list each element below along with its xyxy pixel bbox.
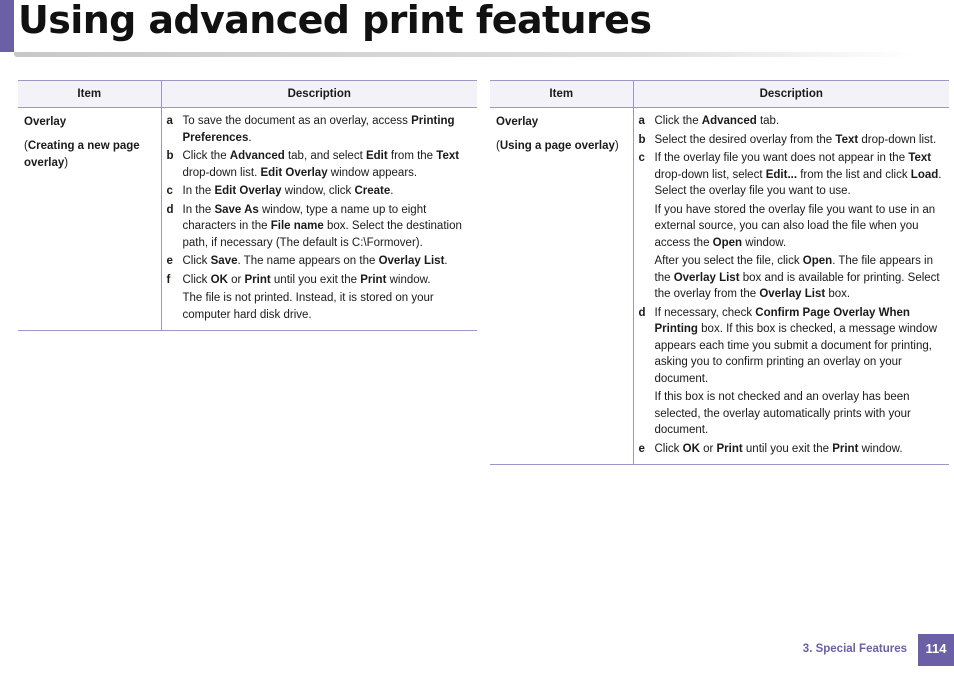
item-subtitle-open: (: [24, 139, 28, 152]
bold-text: Overlay List: [378, 255, 445, 267]
text-run: Click: [654, 442, 683, 455]
item-title: Overlay: [496, 116, 539, 128]
overlay-create-table: [18, 80, 477, 331]
step-letter: e: [166, 255, 173, 267]
text-run: or: [699, 442, 717, 455]
bold-text: Text: [835, 133, 859, 146]
text-run: tab.: [756, 115, 780, 127]
item-column-header: Item: [18, 81, 161, 108]
step-letter: e: [638, 442, 645, 455]
bold-text: Load: [910, 168, 939, 181]
text-run: drop-down list.: [182, 166, 261, 179]
bold-text: Printing Preferences: [182, 115, 455, 144]
text-run: drop-down list.: [858, 133, 937, 146]
text-run: .: [444, 255, 448, 267]
text-run: window appears.: [327, 166, 418, 179]
bold-text: Open: [802, 255, 833, 267]
overlay-use-table: [490, 80, 949, 465]
bold-text: Print: [832, 442, 859, 455]
text-run: Click the: [182, 150, 230, 162]
bold-text: Confirm Page Overlay When Printing: [654, 306, 910, 335]
step-text: [655, 113, 944, 130]
bold-text: Print: [360, 273, 387, 286]
bold-text: File name: [270, 220, 324, 232]
step-text: [655, 132, 944, 149]
bold-text: Save: [210, 255, 238, 267]
step-a: [639, 113, 944, 130]
text-run: window.: [386, 273, 431, 286]
step-letter: d: [166, 203, 174, 216]
title-underline: [14, 52, 914, 57]
text-run: drop-down list, select: [654, 168, 766, 181]
description-cell: [161, 108, 477, 331]
text-run: window.: [858, 442, 903, 455]
bold-text: Text: [436, 150, 460, 162]
text-run: or: [227, 273, 245, 286]
step-note: [655, 202, 944, 252]
step-note: [183, 290, 472, 323]
item-subtitle: [24, 138, 155, 173]
bold-text: Text: [908, 152, 932, 164]
step-letter: f: [166, 273, 171, 286]
step-list: [639, 113, 944, 457]
bold-text: Overlay List: [759, 288, 826, 300]
step-a: [167, 113, 472, 146]
item-cell: [490, 108, 633, 465]
item-subtitle-text: Creating a new page overlay: [24, 139, 140, 169]
item-subtitle: [496, 138, 627, 156]
text-run: box. If this box is checked, a message window appears each time you submit a document for printing, asking you to confirm printing an overlay on your document.: [654, 323, 938, 385]
text-run: If this box is not checked and an overlay has been selected, the overlay automatically prints with your document.: [654, 391, 911, 436]
bold-text: Print: [244, 273, 271, 286]
text-run: window, click: [281, 185, 355, 197]
table-row: [490, 108, 949, 465]
title-accent-bar: [0, 0, 14, 52]
text-run: If you have stored the overlay file you want to use in an external source, you can also load the file when you access the: [654, 203, 936, 249]
step-letter: b: [638, 133, 646, 146]
step-text: [183, 253, 472, 270]
text-run: box and is available for printing. Select the overlay from the: [654, 271, 940, 300]
text-run: from the list and click: [797, 168, 911, 181]
step-f: [167, 272, 472, 289]
item-title: Overlay: [24, 116, 67, 128]
step-c: [167, 183, 472, 200]
bold-text: OK: [210, 273, 228, 286]
text-run: box.: [825, 288, 851, 300]
item-cell: [18, 108, 161, 331]
item-subtitle-close: ): [64, 157, 69, 169]
text-run: The file is not printed. Instead, it is stored on your computer hard disk drive.: [182, 292, 434, 321]
item-subtitle-open: (: [496, 139, 500, 152]
text-run: . The name appears on the: [237, 255, 379, 267]
bold-text: Create: [354, 185, 391, 197]
bold-text: Edit Overlay: [260, 166, 328, 179]
step-letter: d: [638, 306, 646, 319]
text-run: Click: [182, 255, 211, 267]
step-letter: c: [166, 185, 173, 197]
bold-text: Overlay List: [673, 271, 740, 284]
text-run: window.: [742, 236, 787, 249]
page-title: Using advanced print features: [18, 0, 652, 42]
step-note: [655, 253, 944, 303]
step-d: [639, 305, 944, 388]
text-run: If the overlay file you want does not appear in the: [654, 152, 909, 164]
text-run: window, type a name up to eight characters in the: [182, 203, 427, 232]
description-column-header: Description: [161, 81, 477, 108]
footer-section-label: 3. Special Features: [802, 643, 907, 655]
step-e: [639, 441, 944, 458]
text-run: until you exit the: [742, 442, 833, 455]
item-column-header: Item: [490, 81, 633, 108]
bold-text: OK: [682, 442, 700, 455]
text-run: After you select the file, click: [654, 255, 803, 267]
step-letter: a: [166, 115, 173, 127]
step-text: [183, 148, 472, 181]
text-run: . Select the overlay file you want to use.: [654, 168, 942, 197]
bold-text: Print: [716, 442, 743, 455]
text-run: . The file appears in the: [654, 255, 933, 284]
step-e: [167, 253, 472, 270]
text-run: Click the: [654, 115, 702, 127]
step-b: [639, 132, 944, 149]
step-text: [183, 272, 472, 289]
step-d: [167, 202, 472, 252]
text-run: Select the desired overlay from the: [654, 133, 836, 146]
step-text: [655, 150, 944, 200]
step-list: [167, 113, 472, 323]
text-run: tab, and select: [284, 150, 366, 162]
step-c: [639, 150, 944, 200]
text-run: .: [248, 131, 252, 144]
step-text: [655, 441, 944, 458]
text-run: box. Select the destination path, if necessary (The default is C:\Formover).: [182, 220, 462, 249]
step-b: [167, 148, 472, 181]
text-run: In the: [182, 203, 215, 216]
text-run: In the: [182, 185, 215, 197]
bold-text: Edit Overlay: [214, 185, 282, 197]
text-run: If necessary, check: [654, 306, 756, 319]
item-subtitle-text: Using a page overlay: [499, 139, 615, 152]
step-letter: c: [638, 152, 645, 164]
bold-text: Edit...: [765, 168, 798, 181]
description-cell: [633, 108, 949, 465]
step-note: [655, 389, 944, 439]
bold-text: Save As: [214, 203, 259, 216]
page-number-badge: 114: [918, 634, 954, 666]
bold-text: Open: [712, 236, 743, 249]
text-run: .: [390, 185, 394, 197]
step-letter: b: [166, 150, 174, 162]
bold-text: Advanced: [229, 150, 285, 162]
step-text: [655, 305, 944, 388]
step-letter: a: [638, 115, 645, 127]
bold-text: Advanced: [701, 115, 757, 127]
description-column-header: Description: [633, 81, 949, 108]
item-subtitle-close: ): [614, 139, 619, 152]
step-text: [183, 113, 472, 146]
bold-text: Edit: [365, 150, 388, 162]
table-row: [18, 108, 477, 331]
text-run: until you exit the: [270, 273, 361, 286]
text-run: Click: [182, 273, 211, 286]
step-text: [183, 202, 472, 252]
step-text: [183, 183, 472, 200]
text-run: To save the document as an overlay, access: [182, 115, 412, 127]
text-run: from the: [387, 150, 437, 162]
